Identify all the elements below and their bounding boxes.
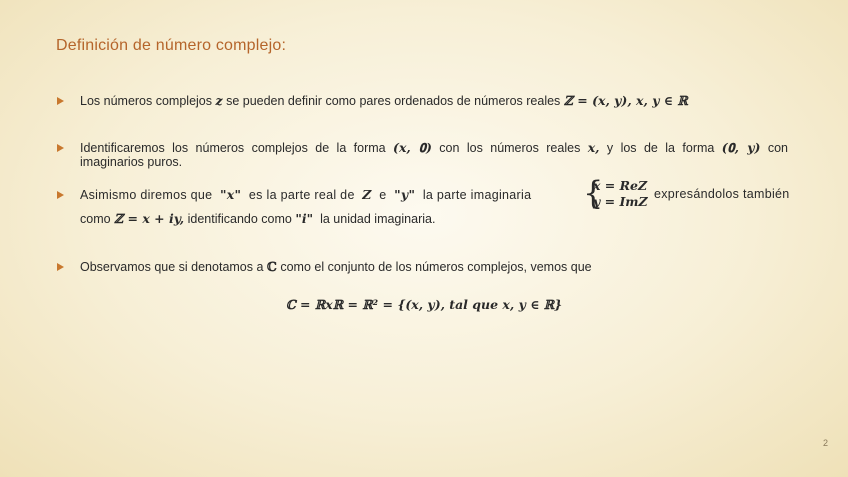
- bullet-marker: [57, 263, 64, 271]
- bullet-2-text-d: con: [760, 141, 788, 155]
- quoted-y: "y": [394, 187, 416, 202]
- set-C: ℂ: [266, 259, 277, 274]
- var-x: x,: [587, 140, 600, 155]
- bullet-3-line2-b: identificando como: [184, 212, 296, 226]
- bullet-3-line-2: [80, 211, 435, 227]
- form-x0: (x, 𝟎): [393, 140, 432, 155]
- bullet-3-text-e: expresándolos también: [654, 187, 790, 201]
- bullet-1-text-a: Los números complejos: [80, 94, 216, 108]
- real-imag-system: [583, 174, 653, 212]
- bullet-2-text-a: Identificaremos los números complejos de la forma: [80, 141, 394, 155]
- bullet-marker: [57, 144, 64, 152]
- bullet-2-line-2: imaginarios puros.: [80, 155, 183, 169]
- bullet-marker: [57, 97, 64, 105]
- bullet-3-text-d: la parte imaginaria: [419, 188, 532, 202]
- bullet-2-text-b: con los números reales: [431, 141, 588, 155]
- bullet-1-text-b: se pueden definir como pares ordenados de números reales: [222, 94, 564, 108]
- im-z-equation: y = ImZ: [593, 194, 648, 209]
- ordered-pair-expression: ℤ = (x, y), x, y ∈ ℝ: [563, 93, 688, 108]
- bullet-4-text-b: como el conjunto de los números complejos, vemos que: [276, 260, 592, 274]
- bullet-2-line-1: [80, 140, 788, 156]
- quoted-x: "x": [219, 187, 242, 202]
- bullet-3-line-1: [80, 187, 531, 203]
- var-z: z: [215, 93, 223, 108]
- bullet-3-text-b: es la parte real de: [245, 188, 359, 202]
- bullet-marker: [57, 191, 64, 199]
- bullet-3-text-c: e: [375, 188, 391, 202]
- left-brace: {: [583, 174, 604, 212]
- bullet-3-line2-a: como: [80, 212, 115, 226]
- complex-set-formula: ℂ = ℝxℝ = ℝ² = {(x, y), tal que x, y ∈ ℝ}: [285, 297, 563, 312]
- bullet-4-text-a: Observamos que si denotamos a: [80, 260, 267, 274]
- slide-title: Definición de número complejo:: [56, 37, 287, 54]
- bullet-1-text: [80, 93, 688, 109]
- binomial-form-expression: ℤ = x + iy,: [114, 211, 185, 226]
- re-z-equation: x = ReZ: [593, 178, 648, 193]
- bullet-2-text-c: y los de la forma: [599, 141, 722, 155]
- form-0y: (𝟎, y): [721, 140, 761, 155]
- bullet-3-text-a: Asimismo diremos que: [80, 188, 217, 202]
- bullet-4-text: [80, 259, 592, 275]
- quoted-i: "i": [295, 211, 314, 226]
- page-number: 2: [822, 438, 828, 448]
- bullet-3-line2-c: la unidad imaginaria.: [316, 212, 436, 226]
- var-Z: Z: [362, 187, 372, 202]
